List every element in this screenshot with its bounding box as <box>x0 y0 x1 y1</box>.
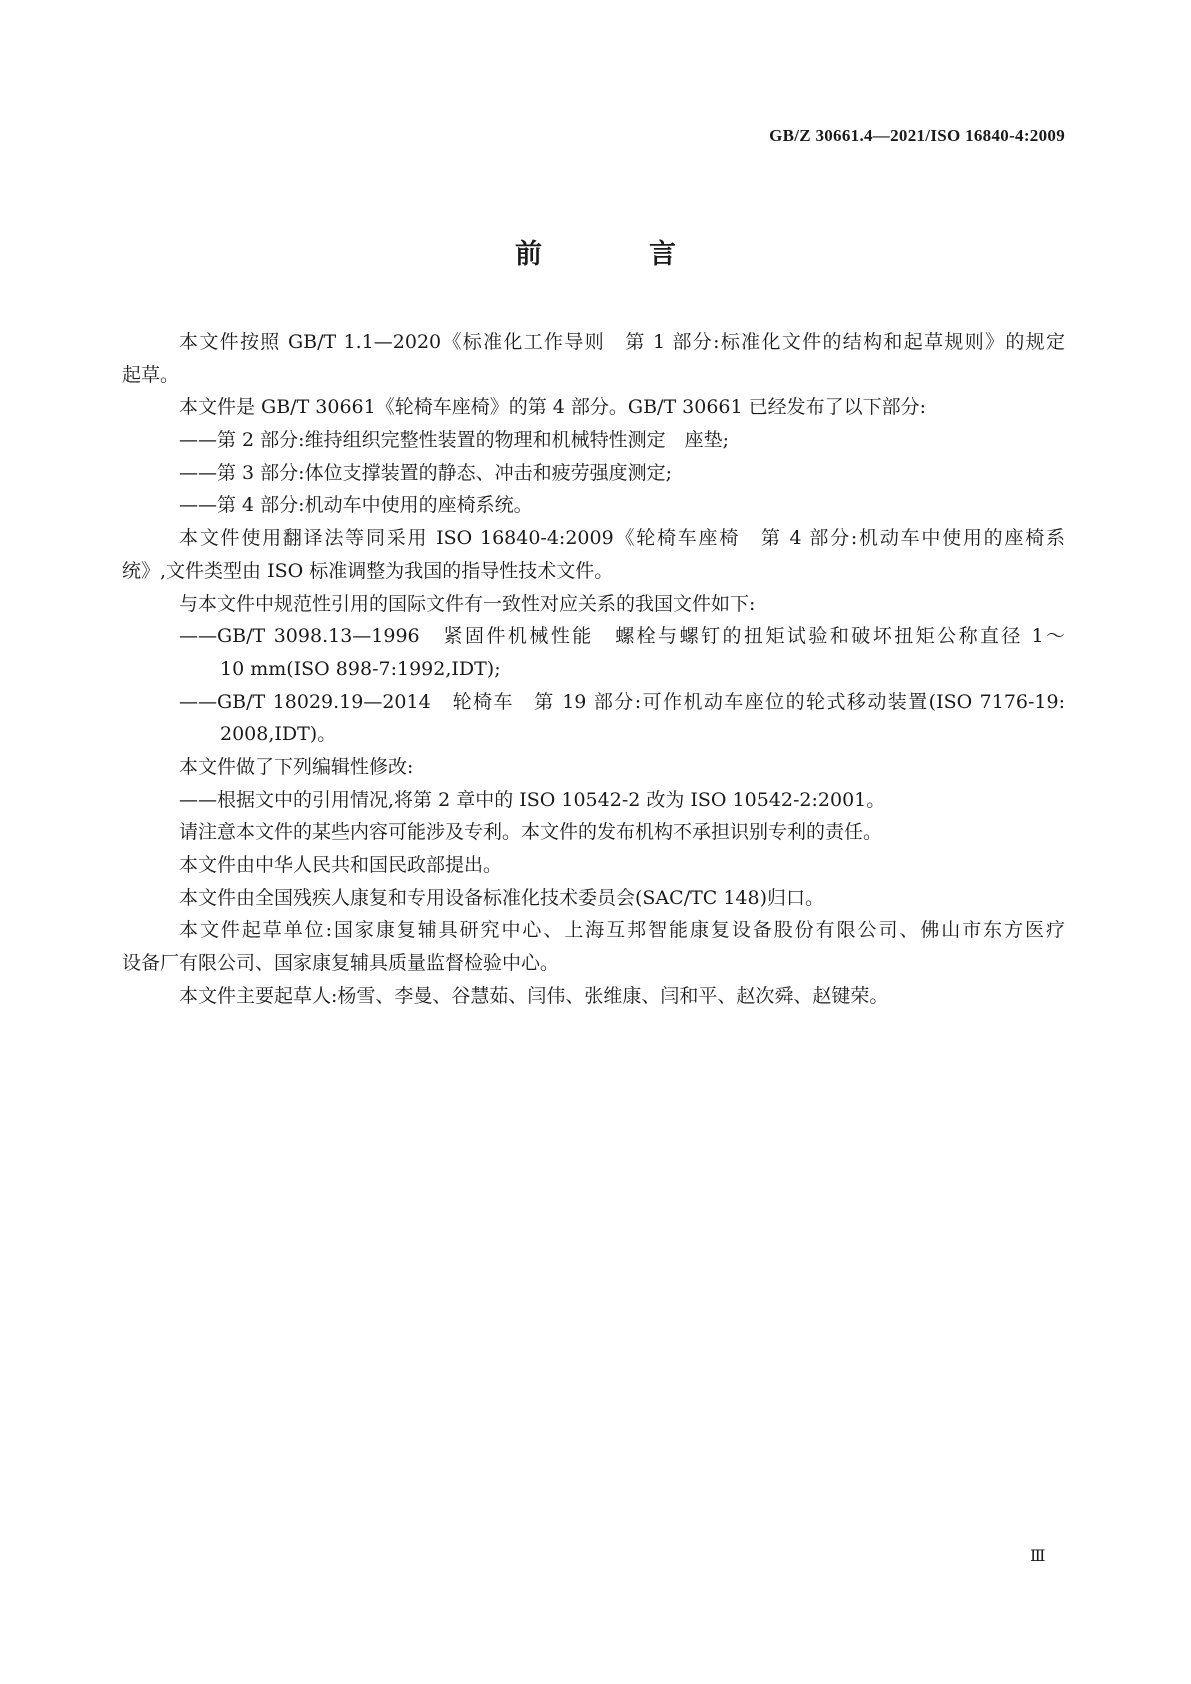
list-item: ——第 2 部分:维持组织完整性装置的物理和机械特性测定 座垫; <box>179 429 729 452</box>
paragraph-line: 与本文件中规范性引用的国际文件有一致性对应关系的我国文件如下: <box>179 592 756 615</box>
list-item-continuation: 10 mm(ISO 898-7:1992,IDT); <box>220 657 501 680</box>
list-item: ——第 4 部分:机动车中使用的座椅系统。 <box>179 494 533 517</box>
paragraph-line: 本文件由中华人民共和国民政部提出。 <box>179 854 503 876</box>
paragraph-line: 本文件起草单位:国家康复辅具研究中心、上海互邦智能康复设备股份有限公司、佛山市东方医疗 <box>179 919 1065 942</box>
page-title: 前 言 <box>515 239 716 270</box>
paragraph-line: 设备厂有限公司、国家康复辅具质量监督检验中心。 <box>122 952 560 975</box>
standard-number-header: GB/Z 30661.4—2021/ISO 16840-4:2009 <box>769 126 1065 145</box>
paragraph-line: 本文件由全国残疾人康复和专用设备标准化技术委员会(SAC/TC 148)归口。 <box>179 886 825 909</box>
paragraph-line: 请注意本文件的某些内容可能涉及专利。本文件的发布机构不承担识别专利的责任。 <box>179 821 883 844</box>
paragraph-line: 本文件使用翻译法等同采用 ISO 16840-4:2009《轮椅车座椅 第 4 部分:机动车中使用的座椅系 <box>179 527 1065 550</box>
paragraph-line: 本文件做了下列编辑性修改: <box>179 755 414 778</box>
page-number: Ⅲ <box>1030 1546 1046 1565</box>
list-item: ——根据文中的引用情况,将第 2 章中的 ISO 10542-2 改为 ISO 10542-2:2001。 <box>179 788 886 811</box>
paragraph-line: 本文件是 GB/T 30661《轮椅车座椅》的第 4 部分。GB/T 30661 已经发布了以下部分: <box>179 396 927 419</box>
list-item: ——GB/T 3098.13—1996 紧固件机械性能 螺栓与螺钉的扭矩试验和破坏扭矩公称直径 1～ <box>179 625 1065 648</box>
paragraph-line: 起草。 <box>122 363 180 386</box>
paragraph-line: 本文件按照 GB/T 1.1—2020《标准化工作导则 第 1 部分:标准化文件的结构和起草规则》的规定 <box>179 331 1065 353</box>
list-item-continuation: 2008,IDT)。 <box>220 723 337 746</box>
paragraph-line: 统》,文件类型由 ISO 标准调整为我国的指导性技术文件。 <box>122 559 614 582</box>
list-item: ——GB/T 18029.19—2014 轮椅车 第 19 部分:可作机动车座位的轮式移动装置(ISO 7176-19: <box>179 690 1065 713</box>
list-item: ——第 3 部分:体位支撑装置的静态、冲击和疲劳强度测定; <box>179 461 672 484</box>
paragraph-line: 本文件主要起草人:杨雪、李曼、谷慧茹、闫伟、张维康、闫和平、赵次舜、赵键荣。 <box>179 984 889 1007</box>
foreword-body <box>122 326 1065 1012</box>
